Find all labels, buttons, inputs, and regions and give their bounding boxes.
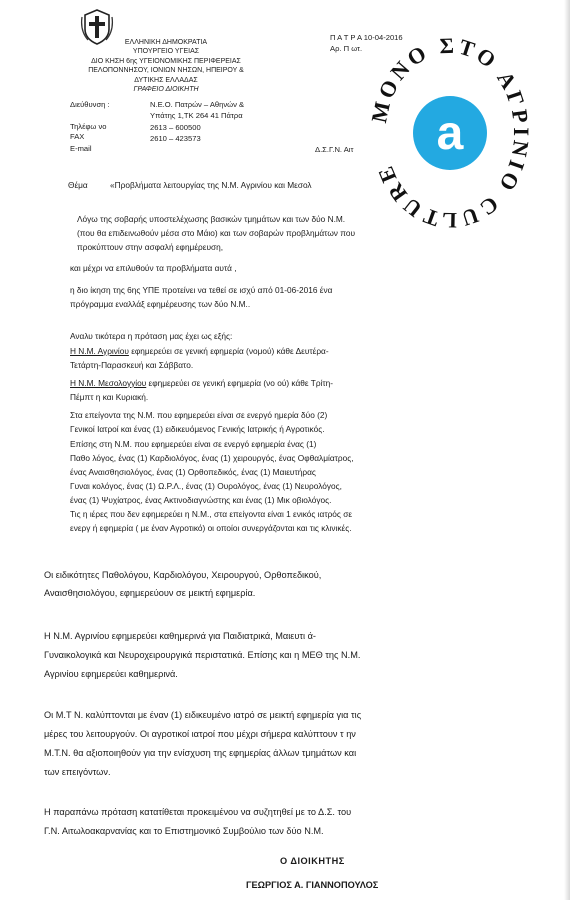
- intro-line: η διο ίκηση της 6ης ΥΠΕ προτείνει να τεθεί σε ισχύ από 01-06-2016 ένα: [70, 285, 333, 295]
- paragraph-line: Οι Μ.Τ Ν. καλύπτονται με έναν (1) ειδικευμένο ιατρό σε μεικτή εφημερία για τις: [44, 710, 362, 720]
- list-line: Γυναι κολόγος, ένας (1) Ω.Ρ.Λ., ένας (1) Ουρολόγος, ένας (1) Νευρολόγος,: [70, 481, 342, 491]
- mesolongi-rest: εφημερεύει σε γενική εφημερία (νο ού) κάθε Τρίτη-: [146, 378, 334, 388]
- list-line: Γενικοί Ιατροί και ένας (1) ειδικευόμενος Γενικής Ιατρικής ή Αγροτικός.: [70, 424, 325, 434]
- watermark-stamp: [355, 23, 545, 243]
- mesolongi-name: Η Ν.Μ. Μεσολογγίου: [70, 378, 147, 388]
- logo-letter: a: [436, 107, 464, 160]
- intro-line: (που θα επιδεινωθούν μέσα στο Μάιο) και των σοβαρών προβλημάτων που: [77, 228, 356, 238]
- address-line1: Ν.Ε.Ο. Πατρών – Αθηνών &: [150, 100, 245, 109]
- recipient: Δ.Σ.Γ.Ν. Αιτ: [315, 145, 354, 154]
- letterhead-line: ΠΕΛΟΠΟΝΝΗΣΟΥ, ΙΟΝΙΩΝ ΝΗΣΩΝ, ΗΠΕΙΡΟΥ &: [88, 67, 244, 75]
- agrinio-line2: Τετάρτη-Παρασκευή και Σάββατο.: [70, 360, 194, 370]
- signature-title: Ο ΔΙΟΙΚΗΤΗΣ: [280, 856, 345, 866]
- paragraph-line: Αγρινίου εφημερεύει καθημερινά.: [44, 669, 178, 679]
- list-line: Τις η ιέρες που δεν εφημερεύει η Ν.Μ., στα επείγοντα είναι 1 ενικός ιατρός σε: [70, 509, 353, 519]
- letterhead-line: ΥΠΟΥΡΓΕΙΟ ΥΓΕΙΑΣ: [132, 48, 200, 56]
- agrinio-rest: εφημερεύει σε γενική εφημερία (νομού) κάθε Δευτέρα-: [128, 346, 329, 356]
- agrinio-line: [70, 347, 329, 355]
- paragraph-line: Γυναικολογικά και Νευροχειρουργικά περιστατικά. Επίσης και η ΜΕΘ της Ν.Μ.: [44, 650, 361, 660]
- list-line: ενεργ ή εφημερία ( με έναν Αγροτικό) οι οποίοι συνεργάζονται και τις κλινικές.: [70, 523, 352, 533]
- list-line: Στα επείγοντα της Ν.Μ. που εφημερεύει είναι σε ενεργό ημερία δύο (2): [70, 410, 328, 420]
- fax-value: 2610 – 423573: [150, 134, 201, 143]
- paragraph-line: Η παραπάνω πρόταση κατατίθεται προκειμένου να συζητηθεί με το Δ.Σ. του: [44, 807, 352, 817]
- letterhead: [66, 38, 266, 94]
- address-line2: Υπάτης 1,ΤΚ 264 41 Πάτρα: [150, 111, 243, 120]
- signature-name: ΓΕΩΡΓΙΟΣ Α. ΓΙΑΝΝΟΠΟΥΛΟΣ: [246, 880, 379, 890]
- paragraph-line: των επειγόντων.: [44, 767, 111, 777]
- paragraph-line: Γ.Ν. Αιτωλοακαρνανίας και το Επιστημονικό Συμβούλιο των δύο Ν.Μ.: [44, 826, 324, 836]
- intro-line: Λόγω της σοβαρής υποστελέχωσης βασικών τμημάτων και των δύο Ν.Μ.: [77, 214, 346, 224]
- phone-value: 2613 – 600500: [150, 123, 201, 132]
- intro-line: και μέχρι να επιλυθούν τα προβλήματα αυτά ,: [70, 263, 237, 273]
- letterhead-line: ΔΙΟ ΚΗΣΗ 6ης ΥΓΕΙΟΝΟΜΙΚΗΣ ΠΕΡΙΦΕΡΕΙΑΣ: [91, 57, 241, 65]
- list-line: ένας Αναισθησιολόγος, ένας (1) Ορθοπεδικός, ένας (1) Μαιευτήρας: [70, 467, 316, 477]
- list-line: Παθο λόγος, ένας (1) Καρδιολόγος, ένας (1) χειρουργός, ένας Οφθαλμίατρος,: [70, 453, 354, 463]
- fax-label: FAX: [70, 132, 85, 141]
- letterhead-line: ΓΡΑΦΕΙΟ ΔΙΟΙΚΗΤΗ: [133, 86, 199, 94]
- paragraph-line: Μ.Τ.Ν. θα αξιοποιηθούν για την ενίσχυση της εφημερίας άλλων τμημάτων και: [44, 748, 357, 758]
- phone-label: Τηλέφω νο: [70, 122, 107, 131]
- mesolongi-line: [70, 379, 333, 387]
- paragraph-line: Η Ν.Μ. Αγρινίου εφημερεύει καθημερινά για Παιδιατρικά, Μαιευτι ά-: [44, 631, 316, 641]
- paragraph-line: Οι ειδικότητες Παθολόγου, Καρδιολόγου, Χειρουργού, Ορθοπεδικού,: [44, 570, 322, 580]
- address-label: Διεύθυνση :: [70, 100, 110, 109]
- list-line: Επίσης στη Ν.Μ. που εφημερεύει είναι σε ενεργό εφημερία ένας (1): [70, 439, 317, 449]
- analysis-title: Αναλυ τικότερα η πρόταση μας έχει ως εξής:: [70, 331, 233, 341]
- subject-text: «Προβλήματα λειτουργίας της Ν.Μ. Αγρινίου και Μεσολ: [110, 180, 312, 190]
- paragraph-line: μέρες του λειτουργούν. Οι αγροτικοί ιατροί που μέχρι σήμερα καλύπτουν τ ην: [44, 729, 356, 739]
- agrinio-name: Η Ν.Μ. Αγρινίου: [70, 346, 129, 356]
- protocol-number: Αρ. Π ωτ.: [330, 44, 363, 53]
- letterhead-line: ΕΛΛΗΝΙΚΗ ΔΗΜΟΚΡΑΤΙΑ: [124, 39, 208, 46]
- letterhead-line: ΔΥΤΙΚΗΣ ΕΛΛΑΔΑΣ: [134, 76, 198, 84]
- stamp-text: ΜΟΝΟ ΣΤΟ ΑΓΡΙΝΙΟ CULTURE: [366, 32, 535, 234]
- intro-line: πρόγραμμα εναλλάξ εφημέρευσης των δύο Ν.Μ..: [70, 299, 251, 309]
- place-date: Π Α Τ Ρ Α 10-04-2016: [330, 33, 403, 42]
- page-edge-shadow: [564, 0, 570, 900]
- email-label: E-mail: [70, 144, 92, 153]
- paragraph-line: Αναισθησιολόγου, εφημερεύουν σε μεικτή εφημερία.: [44, 588, 256, 598]
- list-line: ένας (1) Ψυχίατρος, ένας Ακτινοδιαγνώστης και ένας (1) Μικ οβιολόγος.: [70, 495, 332, 505]
- mesolongi-line2: Πέμπτ η και Κυριακή.: [70, 392, 149, 402]
- intro-line: προκύπτουν στην ασφαλή εφημέρευση,: [77, 242, 224, 252]
- subject-label: Θέμα: [68, 180, 88, 190]
